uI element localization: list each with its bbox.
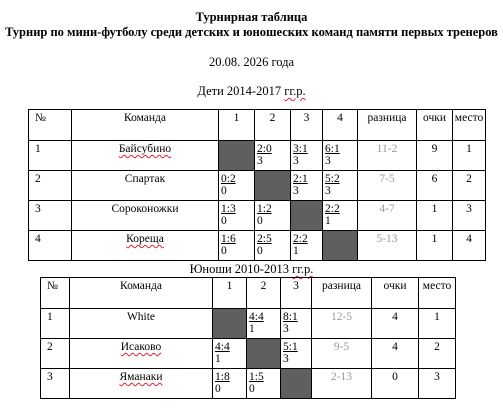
group1-match-points: 3 — [293, 155, 299, 167]
group1-team-name-text: Байсубино — [118, 143, 172, 155]
group2-col-header: 2 — [247, 278, 281, 309]
group2-match-points: 1 — [215, 353, 221, 365]
group1-score-cell — [323, 171, 358, 201]
group2-score-cell — [247, 309, 281, 339]
group1-col-header: Команда — [72, 110, 219, 141]
group2-match-score: 5:1 — [283, 341, 298, 353]
group2-score-cell — [281, 339, 312, 369]
group1-points: 1 — [417, 201, 453, 231]
group1-score-cell — [323, 201, 358, 231]
group1-table — [28, 109, 486, 261]
group1-match-points: 1 — [293, 245, 299, 257]
group2-place: 1 — [419, 309, 456, 339]
group2-match-points: 3 — [283, 323, 289, 335]
tournament-subtitle: Турнир по мини-футболу среди детских и юношеских команд памяти первых тренеров — [5, 25, 498, 39]
group1-col-header: место — [453, 110, 486, 141]
group2-match-points: 1 — [249, 323, 255, 335]
group2-match-points: 0 — [215, 383, 221, 395]
group2-goal-diff: 2-13 — [312, 369, 372, 399]
group2-score-cell — [213, 369, 247, 399]
group1-team-name-text: Сороконожки — [111, 203, 179, 215]
group2-team-name-text: Исаково — [120, 341, 162, 353]
group1-match-points: 0 — [221, 215, 227, 227]
group2-col-header: Команда — [70, 278, 213, 309]
group2-goal-diff: 12-5 — [312, 309, 372, 339]
group2-col-header: 1 — [213, 278, 247, 309]
group1-team-name-text: Спартак — [124, 173, 166, 185]
group2-goal-diff: 9-5 — [312, 339, 372, 369]
group1-col-header: 4 — [323, 110, 358, 141]
group1-score-cell — [291, 141, 323, 171]
group1-self-match-cell — [255, 171, 291, 201]
group1-match-score: 2:2 — [293, 233, 308, 245]
group1-score-cell — [291, 231, 323, 261]
group1-match-score: 2:0 — [257, 143, 272, 155]
group2-row-num: 3 — [41, 369, 70, 399]
group2-match-score: 1:5 — [249, 371, 264, 383]
group1-place: 4 — [453, 231, 486, 261]
group1-title-suffix: гг.р. — [284, 84, 306, 98]
group2-col-header: разница — [312, 278, 372, 309]
group1-match-score: 0:2 — [221, 173, 236, 185]
group1-score-cell — [255, 141, 291, 171]
group1-col-header: 3 — [291, 110, 323, 141]
group2-match-points: 3 — [283, 353, 289, 365]
group2-self-match-cell — [247, 339, 281, 369]
group1-score-cell — [219, 231, 255, 261]
group2-place: 3 — [419, 369, 456, 399]
group1-match-score: 2:5 — [257, 233, 272, 245]
group1-match-points: 0 — [221, 185, 227, 197]
group1-col-header: очки — [417, 110, 453, 141]
group2-points: 4 — [372, 309, 419, 339]
group1-col-header: № — [29, 110, 72, 141]
group2-row-num: 1 — [41, 309, 70, 339]
group1-title — [0, 84, 503, 98]
group1-place: 2 — [453, 171, 486, 201]
group1-col-header: 2 — [255, 110, 291, 141]
group1-match-score: 1:6 — [221, 233, 236, 245]
group1-col-header: разница — [358, 110, 417, 141]
group1-goal-diff: 4-7 — [358, 201, 417, 231]
group1-col-header: 1 — [219, 110, 255, 141]
group1-match-score: 2:1 — [293, 173, 308, 185]
group1-points: 1 — [417, 231, 453, 261]
group1-match-points: 3 — [257, 155, 263, 167]
group2-match-score: 1:8 — [215, 371, 230, 383]
group1-team-name — [72, 201, 219, 231]
group1-score-cell — [219, 171, 255, 201]
group1-self-match-cell — [291, 201, 323, 231]
group2-table-row — [41, 369, 456, 399]
group2-col-header: № — [41, 278, 70, 309]
group1-match-points: 3 — [293, 185, 299, 197]
group1-table-row — [29, 231, 486, 261]
group1-team-name — [72, 231, 219, 261]
group1-self-match-cell — [323, 231, 358, 261]
group1-score-cell — [323, 141, 358, 171]
group1-match-points: 0 — [221, 245, 227, 257]
group2-table — [40, 277, 456, 399]
group2-row-num: 2 — [41, 339, 70, 369]
group1-match-points: 1 — [325, 215, 331, 227]
group1-goal-diff: 7-5 — [358, 171, 417, 201]
group1-match-score: 1:3 — [221, 203, 236, 215]
group2-match-score: 4:4 — [215, 341, 230, 353]
group1-match-points: 0 — [257, 215, 263, 227]
group2-title — [0, 262, 503, 276]
group1-score-cell — [255, 231, 291, 261]
group2-team-name-text: Яманаки — [119, 371, 163, 383]
group1-match-points: 3 — [325, 155, 331, 167]
group2-score-cell — [213, 339, 247, 369]
page-title: Турнирная таблица — [195, 10, 308, 24]
group1-points: 9 — [417, 141, 453, 171]
group2-place: 2 — [419, 339, 456, 369]
group2-table-row — [41, 339, 456, 369]
group2-col-header: 3 — [281, 278, 312, 309]
group1-row-num: 2 — [29, 171, 72, 201]
group2-points: 0 — [372, 369, 419, 399]
group1-title-text: Дети 2014-2017 гг.р. — [197, 84, 306, 98]
group2-self-match-cell — [281, 369, 312, 399]
group2-score-cell — [247, 369, 281, 399]
group2-points: 4 — [372, 339, 419, 369]
group2-match-score: 4:4 — [249, 311, 264, 323]
group2-self-match-cell — [213, 309, 247, 339]
group1-score-cell — [291, 171, 323, 201]
group1-self-match-cell — [219, 141, 255, 171]
group2-header-row — [41, 278, 456, 309]
group2-team-name-text: White — [126, 311, 156, 323]
group1-match-points: 0 — [257, 245, 263, 257]
group1-match-score: 2:2 — [325, 203, 340, 215]
group1-row-num: 4 — [29, 231, 72, 261]
group1-place: 3 — [453, 201, 486, 231]
group2-title-suffix: гг.р. — [292, 262, 314, 276]
group1-table-row — [29, 201, 486, 231]
group1-match-points: 3 — [325, 185, 331, 197]
tournament-date: 20.08. 2026 года — [208, 55, 295, 69]
group1-table-row — [29, 171, 486, 201]
group1-match-score: 5:2 — [325, 173, 340, 185]
group1-team-name — [72, 141, 219, 171]
group2-table-row — [41, 309, 456, 339]
group1-goal-diff: 5-13 — [358, 231, 417, 261]
group1-team-name-text: Кореща — [126, 233, 164, 245]
group1-row-num: 3 — [29, 201, 72, 231]
group1-place: 1 — [453, 141, 486, 171]
group1-points: 6 — [417, 171, 453, 201]
group1-row-num: 1 — [29, 141, 72, 171]
group2-match-score: 8:1 — [283, 311, 298, 323]
group2-col-header: очки — [372, 278, 419, 309]
group2-score-cell — [281, 309, 312, 339]
group1-team-name — [72, 171, 219, 201]
group1-score-cell — [255, 201, 291, 231]
group1-score-cell — [219, 201, 255, 231]
group1-table-row — [29, 141, 486, 171]
group2-team-name — [70, 369, 213, 399]
group2-match-points: 0 — [249, 383, 255, 395]
group1-match-score: 1:2 — [257, 203, 272, 215]
group2-col-header: место — [419, 278, 456, 309]
group1-goal-diff: 11-2 — [358, 141, 417, 171]
group1-header-row — [29, 110, 486, 141]
group1-match-score: 6:1 — [325, 143, 340, 155]
group2-team-name — [70, 309, 213, 339]
group1-match-score: 3:1 — [293, 143, 308, 155]
group2-title-text: Юноши 2010-2013 гг.р. — [189, 262, 314, 276]
group2-team-name — [70, 339, 213, 369]
